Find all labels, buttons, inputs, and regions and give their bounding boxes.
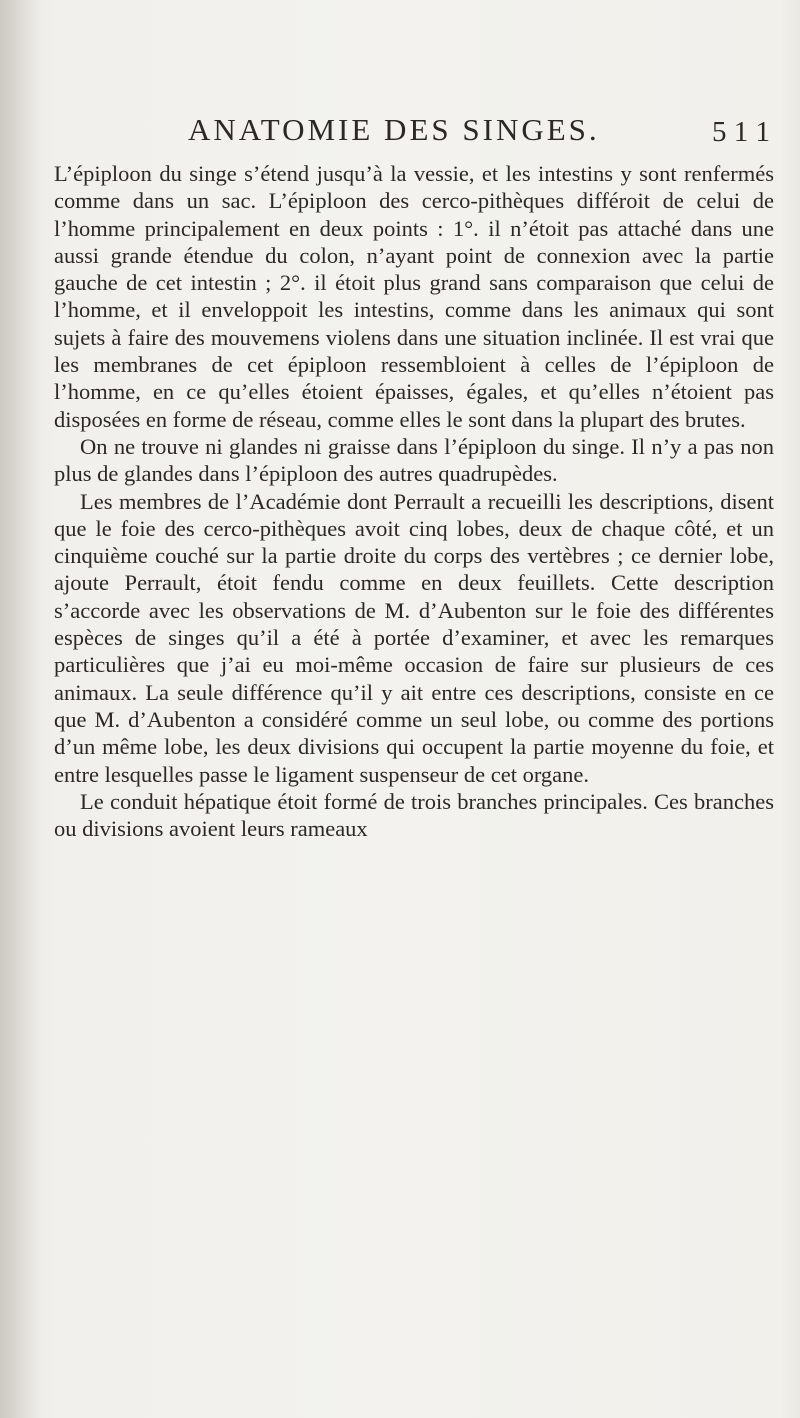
paragraph-conduit-hepatique: Le conduit hépatique étoit formé de trois branches principales. Ces branches ou divisions avoient leurs rameaux: [54, 788, 774, 842]
paragraph-foie: Les membres de l’Académie dont Perrault a recueilli les descriptions, disent que le foie des cerco-pithèques avoit cinq lobes, deux de chaque côté, et un cinquième couché sur la partie droite du corps des vertèbres ; ce dernier lobe, ajoute Perrault, étoit fendu comme en deux feuillets. Cette description s’accorde avec les observations de M. d’Aubenton sur le foie des différentes espèces de singes qu’il a été à portée d’examiner, et avec les remarques particulières que j’ai eu moi-même occasion de faire sur plusieurs de ces animaux. La seule différence qu’il y ait entre ces descriptions, consiste en ce que M. d’Aubenton a considéré comme un seul lobe, ou comme des portions d’un même lobe, les deux divisions qui occupent la partie moyenne du foie, et entre lesquelles passe le ligament suspenseur de cet organe.: [54, 488, 774, 787]
running-title: ANATOMIE DES SINGES.: [188, 112, 600, 147]
running-head: [40, 112, 770, 152]
binding-shadow: [0, 0, 40, 1418]
paragraph-epiploon: L’épiploon du singe s’étend jusqu’à la vessie, et les intestins y sont renfermés comme dans un sac. L’épiploon des cerco-pithèques différoit de celui de l’homme principalement en deux points : 1°. il n’étoit pas attaché dans une aussi grande étendue du colon, n’ayant point de connexion avec la partie gauche de cet intestin ; 2°. il étoit plus grand sans comparaison que celui de l’homme, et il enveloppoit les intestins, comme dans les animaux qui sont sujets à faire des mouvemens violens dans une situation inclinée. Il est vrai que les membranes de cet épiploon ressembloient à celles de l’épiploon de l’homme, en ce qu’elles étoient épaisses, égales, et qu’elles n’étoient pas disposées en forme de réseau, comme elles le sont dans la plupart des brutes.: [54, 161, 774, 432]
body-text: [54, 160, 774, 842]
paragraph-glandes: On ne trouve ni glandes ni graisse dans l’épiploon du singe. Il n’y a pas non plus de glandes dans l’épiploon des autres quadrupèdes.: [54, 433, 774, 487]
page-number: 5 1 1: [712, 116, 770, 148]
